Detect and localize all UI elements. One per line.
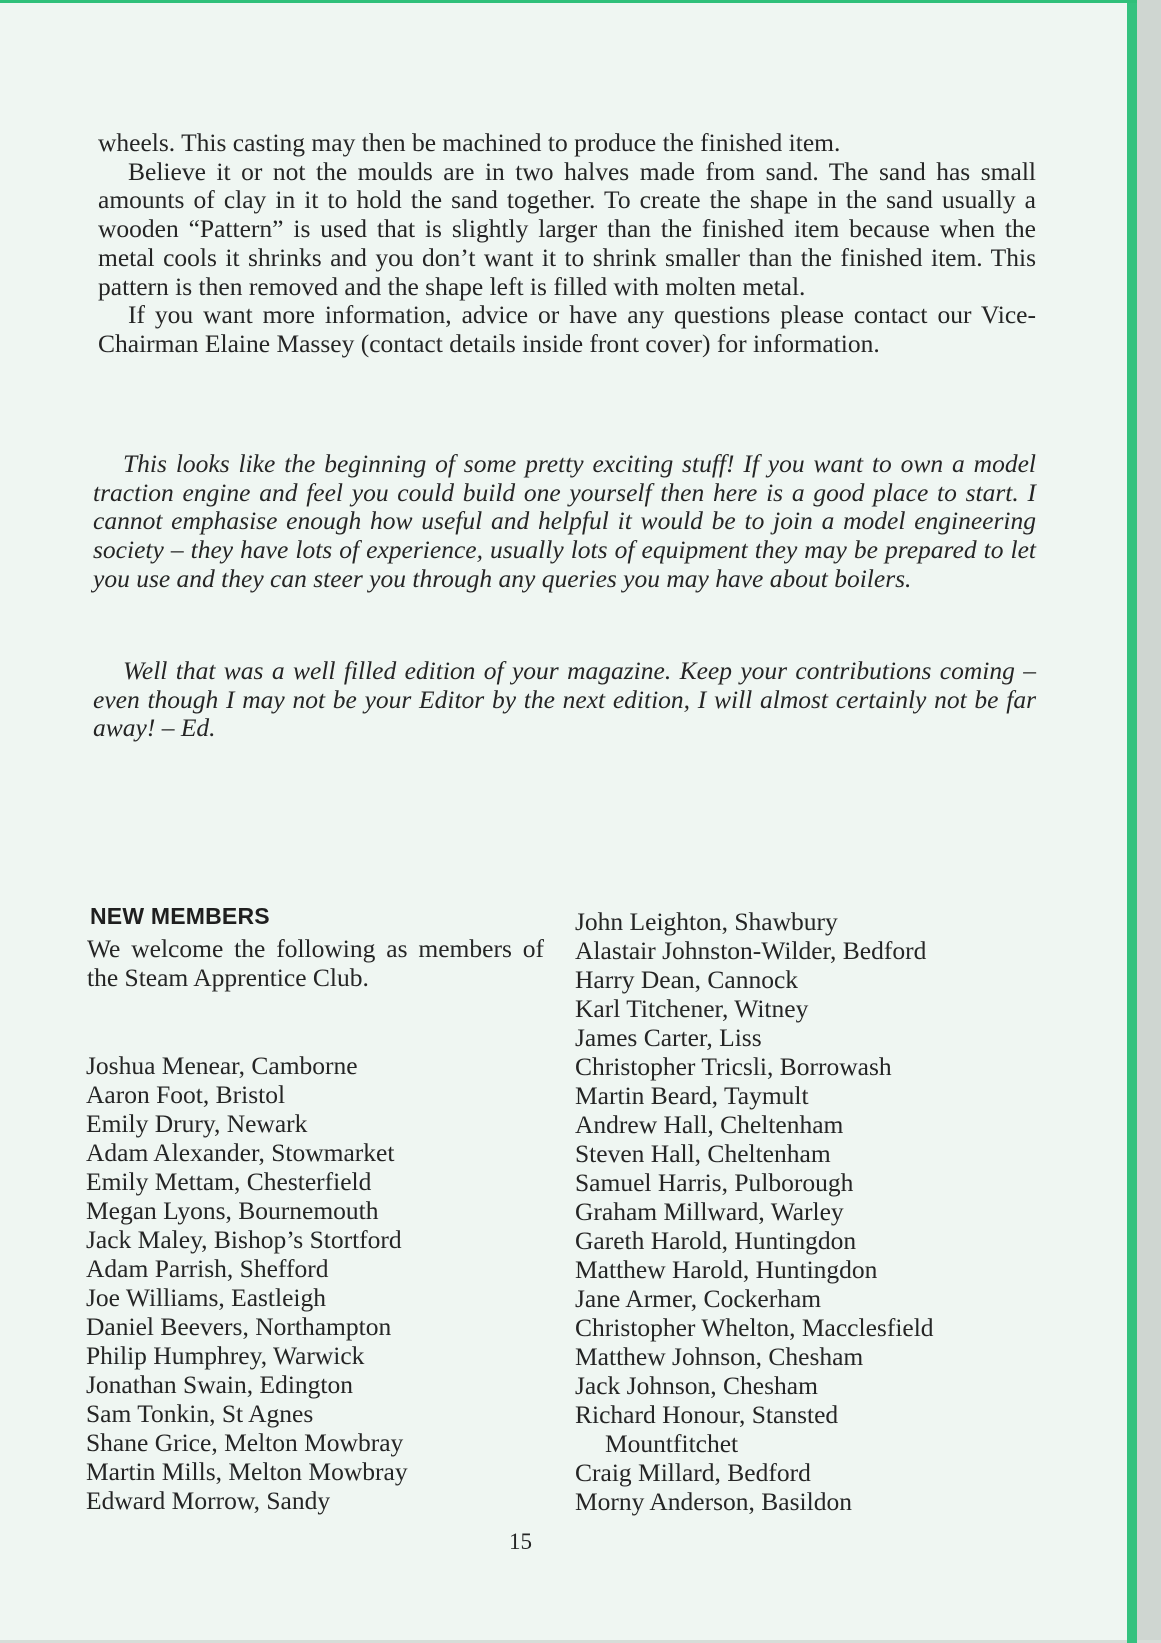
editor-note [93, 450, 1036, 594]
list-item: John Leighton, Shawbury [575, 907, 838, 936]
list-item: Martin Beard, Taymult [575, 1081, 809, 1110]
list-item: Adam Alexander, Stowmarket [86, 1138, 395, 1167]
list-item: Richard Honour, Stansted [575, 1400, 839, 1429]
list-item: Morny Anderson, Basildon [575, 1487, 852, 1516]
editor-note-text: This looks like the beginning of some pretty exciting stuff! If you want to own a model traction engine and feel you could build one yourself then here is a good place to start. I cannot emphasise enough how useful and helpful it would be to join a model engineering society – they have lots of experience, usually lots of equipment they may be prepared to let you use and they can steer you through any queries you may have about boilers. [93, 449, 1036, 593]
list-item: Jack Maley, Bishop’s Stortford [86, 1225, 402, 1254]
list-item: Adam Parrish, Shefford [86, 1254, 329, 1283]
list-item: Edward Morrow, Sandy [86, 1486, 331, 1515]
paragraph-casting: wheels. This casting may then be machined to produce the finished item. [98, 128, 841, 157]
list-item: Jonathan Swain, Edington [86, 1370, 354, 1399]
list-item: Christopher Whelton, Macclesfield [575, 1313, 934, 1342]
list-item: Matthew Harold, Huntingdon [575, 1255, 878, 1284]
list-item: Steven Hall, Cheltenham [575, 1139, 831, 1168]
list-item: Graham Millward, Warley [575, 1197, 844, 1226]
list-item: Gareth Harold, Huntingdon [575, 1226, 857, 1255]
list-item: Aaron Foot, Bristol [86, 1080, 286, 1109]
green-page-edge [1127, 3, 1137, 1643]
closing-note-text: Well that was a well filled edition of your magazine. Keep your contributions coming – even though I may not be your Editor by the next edition, I will almost certainly not be far away! – Ed. [93, 656, 1036, 743]
list-item: James Carter, Liss [575, 1023, 762, 1052]
list-item: Karl Titchener, Witney [575, 994, 809, 1023]
list-item: Jane Armer, Cockerham [575, 1284, 822, 1313]
paragraph-moulds: Believe it or not the moulds are in two halves made from sand. The sand has small amounts of clay in it to hold the sand together. To create the shape in the sand usually a wooden “Pattern” is used that is slightly larger than the finished item because when the metal cools it shrinks and you don’t want it to shrink smaller than the finished item. This pattern is then removed and the shape left is filled with molten metal. [98, 156, 1036, 301]
list-item: Daniel Beevers, Northampton [86, 1312, 392, 1341]
list-item: Andrew Hall, Cheltenham [575, 1110, 844, 1139]
list-item: Emily Drury, Newark [86, 1109, 308, 1138]
closing-note [93, 657, 1036, 743]
article-body [98, 129, 1036, 359]
list-item: Samuel Harris, Pulborough [575, 1168, 854, 1197]
list-item: Shane Grice, Melton Mowbray [86, 1428, 404, 1457]
list-item: Emily Mettam, Chesterfield [86, 1167, 372, 1196]
list-item: Christopher Tricsli, Borrowash [575, 1052, 892, 1081]
list-item: Philip Humphrey, Warwick [86, 1341, 365, 1370]
list-item-continuation: Mountfitchet [605, 1429, 739, 1458]
page-shadow [1137, 0, 1161, 1640]
list-item: Martin Mills, Melton Mowbray [86, 1457, 408, 1486]
list-item: Megan Lyons, Bournemouth [86, 1196, 379, 1225]
list-item: Sam Tonkin, St Agnes [86, 1399, 314, 1428]
member-list-right [575, 907, 934, 1516]
list-item: Alastair Johnston-Wilder, Bedford [575, 936, 927, 965]
new-members-heading: NEW MEMBERS [90, 903, 270, 929]
list-item: Joe Williams, Eastleigh [86, 1283, 327, 1312]
member-list-left [86, 1051, 408, 1515]
list-item: Harry Dean, Cannock [575, 965, 799, 994]
page-number: 15 [509, 1529, 532, 1554]
new-members-intro: We welcome the following as members of the Steam Apprentice Club. [87, 934, 544, 992]
list-item: Jack Johnson, Chesham [575, 1371, 818, 1400]
list-item: Craig Millard, Bedford [575, 1458, 811, 1487]
list-item: Matthew Johnson, Chesham [575, 1342, 864, 1371]
paragraph-contact: If you want more information, advice or have any questions please contact our Vice-Chairman Elaine Massey (contact details inside front cover) for information. [98, 300, 1036, 358]
list-item: Joshua Menear, Camborne [86, 1051, 358, 1080]
